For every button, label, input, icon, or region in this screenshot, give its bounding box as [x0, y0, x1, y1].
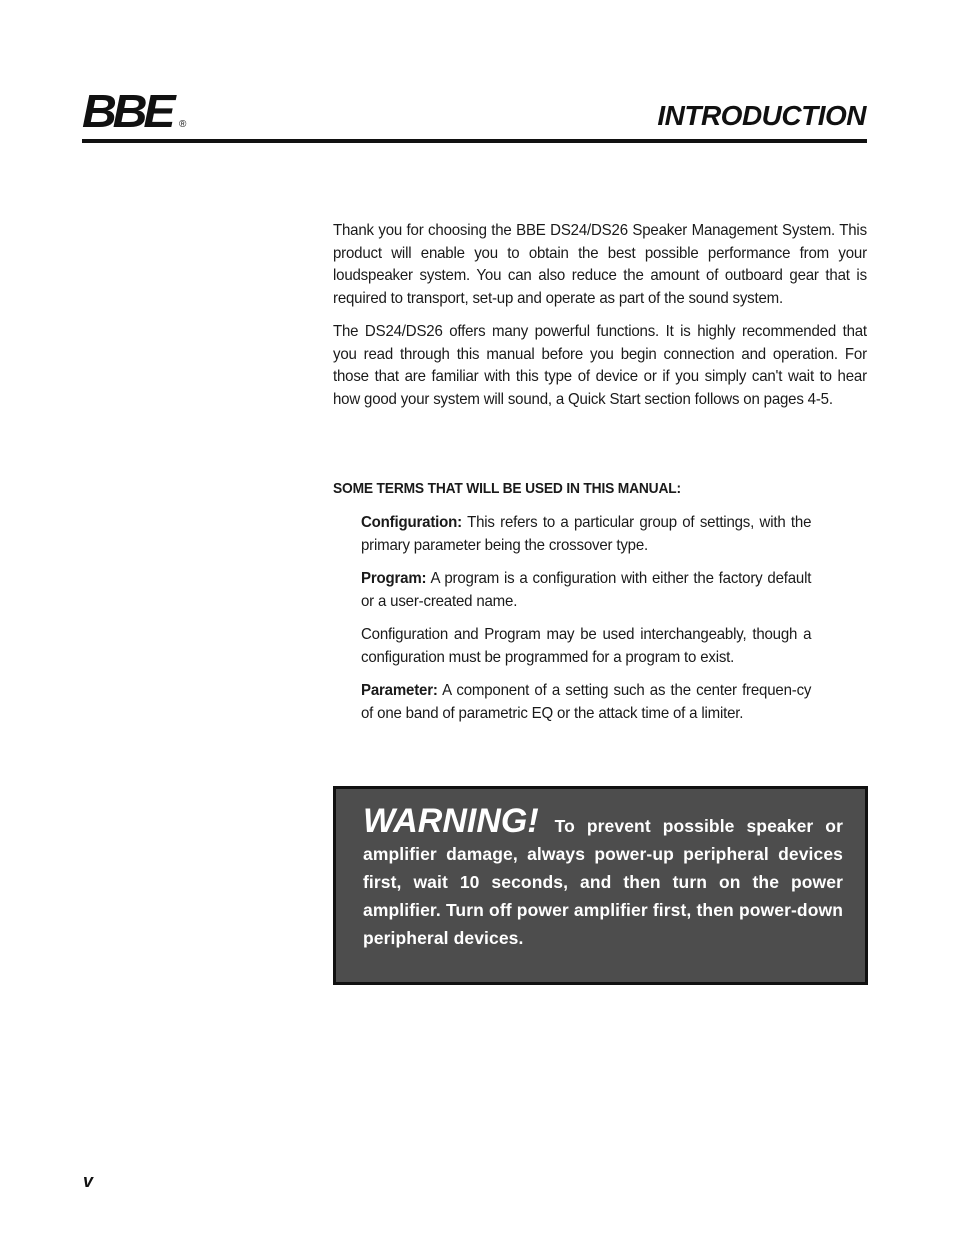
term-parameter [361, 680, 811, 725]
terms-heading: SOME TERMS THAT WILL BE USED IN THIS MANUAL: [333, 480, 681, 497]
bbe-logo: BBE [82, 85, 172, 137]
warning-body: To prevent possible speaker or amplifier damage, always power-up peripheral devices first, wait 10 seconds, and then turn on the power amplifier. Turn off power amplifier first, then power-down peripheral devices. [363, 816, 843, 948]
term-label: Configuration: [361, 514, 462, 531]
page-number: v [83, 1171, 94, 1191]
warning-title: WARNING! [363, 802, 539, 840]
term-label: Parameter: [361, 682, 438, 699]
registered-mark: ® [179, 119, 187, 130]
intro-paragraph-2: The DS24/DS26 offers many powerful functions. It is highly recommended that you read through this manual before you begin connection and operation. For those that are familiar with this type of device or if you simply can't wait to hear how good your system will sound, a Quick Start section follows on pages 4-5. [333, 323, 867, 408]
term-definition: Configuration and Program may be used interchangeably, though a configuration must be programmed for a program to exist. [361, 626, 812, 666]
intro-section [333, 220, 867, 422]
warning-box [333, 786, 868, 985]
terms-list [361, 512, 811, 736]
term-definition: A program is a configuration with either the factory default or a user-created name. [361, 570, 812, 610]
term-program [361, 568, 811, 613]
term-definition: A component of a setting such as the center frequen-cy of one band of parametric EQ or the attack time of a limiter. [361, 682, 812, 722]
warning-text [363, 802, 843, 952]
header-rule [82, 139, 867, 143]
section-title: INTRODUCTION [657, 100, 866, 131]
term-note [361, 624, 811, 669]
term-configuration [361, 512, 811, 557]
intro-paragraph-1: Thank you for choosing the BBE DS24/DS26 Speaker Management System. This product will enable you to obtain the best possible performance from your loudspeaker system. You can also reduce the amount of outboard gear that is required to transport, set-up and operate as part of the sound system. [333, 222, 867, 307]
term-definition: This refers to a particular group of settings, with the primary parameter being the crossover type. [361, 514, 812, 554]
term-label: Program: [361, 570, 427, 587]
